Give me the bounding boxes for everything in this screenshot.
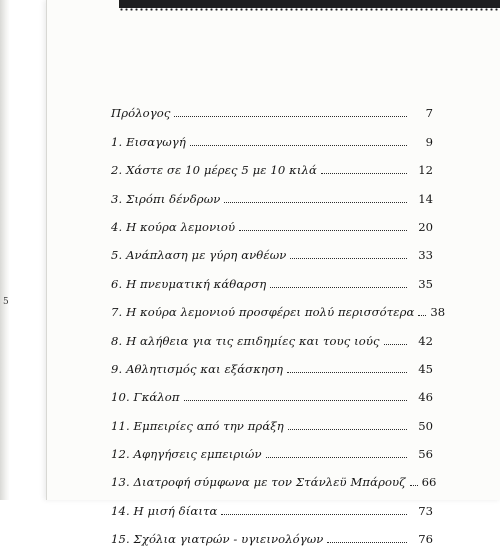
toc-title-text: Σιρόπι δένδρων [126, 191, 221, 206]
toc-leader-dots [174, 116, 407, 117]
toc-title-text: Ανάπλαση με γύρη ανθέων [126, 248, 287, 263]
toc-number: 6. [111, 276, 123, 291]
toc-title-text: Εισαγωγή [126, 134, 186, 149]
toc-number: 9. [111, 361, 123, 376]
toc-title-text: Η κούρα λεμονιού [126, 219, 236, 234]
toc-leader-dots [270, 287, 407, 288]
toc-page-number: 7 [425, 106, 433, 121]
toc-page-number: 12 [418, 163, 433, 178]
toc-title [111, 390, 180, 404]
toc-page-number: 50 [418, 418, 433, 433]
toc-title [111, 305, 414, 319]
toc-title-text: Γκάλοπ [133, 390, 180, 405]
toc-number: 5. [111, 248, 123, 263]
toc-page-number: 33 [418, 248, 433, 263]
top-decorative-band [119, 0, 500, 8]
toc-leader-dots [287, 372, 407, 373]
toc-number: 12. [111, 447, 130, 462]
toc-row [111, 410, 433, 438]
toc-leader-dots [418, 315, 426, 316]
toc-row [111, 126, 433, 154]
toc-title [111, 504, 217, 518]
toc-title-text: Η μισή δίαιτα [133, 503, 218, 518]
toc-row [111, 354, 433, 382]
toc-title [111, 220, 235, 234]
toc-row [111, 325, 433, 353]
toc-row [111, 467, 437, 495]
toc-title-text: Η πνευματική κάθαρση [126, 276, 267, 291]
toc-leader-dots [290, 258, 407, 259]
toc-row [111, 98, 433, 126]
toc-page-number: 42 [418, 333, 433, 348]
toc-title-text: Η αλήθεια για τις επιδημίες και τους ιούς [126, 333, 380, 348]
toc-row [111, 439, 433, 467]
toc-title-text: Η κούρα λεμονιού προσφέρει πολύ περισσότερα [126, 305, 415, 320]
toc-title [111, 447, 262, 461]
toc-title [111, 192, 220, 206]
toc-leader-dots [327, 542, 407, 543]
toc-number: 8. [111, 333, 123, 348]
toc-page-number: 38 [430, 305, 446, 320]
toc-number: 11. [111, 418, 130, 433]
toc-title [111, 135, 186, 149]
toc-title-text: Εμπειρίες από την πράξη [133, 418, 284, 433]
toc-number: 13. [111, 475, 130, 490]
toc-page-number: 9 [425, 134, 433, 149]
toc-title [111, 277, 266, 291]
toc-leader-dots [321, 173, 407, 174]
toc-leader-dots [190, 145, 407, 146]
toc-row [111, 297, 446, 325]
toc-number: 7. [111, 305, 123, 320]
toc-title-text: Διατροφή σύμφωνα με τον Στάνλεϋ Μπάρουζ [133, 475, 406, 490]
toc-page-number: 66 [421, 475, 437, 490]
scan-edge [0, 0, 10, 500]
toc-number: 14. [111, 503, 130, 518]
toc-row [111, 382, 433, 410]
toc-number: 3. [111, 191, 123, 206]
toc-page-number: 56 [418, 447, 433, 462]
toc-page-number: 46 [418, 390, 433, 405]
toc-page-number: 45 [418, 361, 433, 376]
toc-title [111, 248, 286, 262]
toc-title [111, 106, 170, 120]
toc-row [111, 155, 433, 183]
toc-page-number: 35 [418, 276, 433, 291]
table-of-contents [111, 98, 446, 552]
toc-page-number: 20 [418, 219, 433, 234]
toc-number: 10. [111, 390, 130, 405]
toc-row [111, 183, 433, 211]
toc-leader-dots [384, 344, 407, 345]
toc-title-text: Πρόλογος [111, 106, 171, 121]
toc-leader-dots [288, 429, 407, 430]
toc-leader-dots [184, 400, 407, 401]
toc-title [111, 362, 283, 376]
toc-row [111, 524, 433, 552]
toc-title-text: Σχόλια γιατρών - υγιεινολόγων [133, 532, 324, 547]
toc-title-text: Χάστε σε 10 μέρες 5 με 10 κιλά [126, 163, 317, 178]
toc-leader-dots [410, 485, 418, 486]
toc-page-number: 73 [418, 503, 433, 518]
toc-row [111, 212, 433, 240]
margin-mark: 5 [3, 297, 9, 307]
toc-row [111, 240, 433, 268]
toc-leader-dots [239, 230, 407, 231]
toc-title [111, 163, 317, 177]
toc-number: 1. [111, 134, 123, 149]
toc-title-text: Αφηγήσεις εμπειριών [133, 447, 262, 462]
toc-title [111, 419, 284, 433]
toc-leader-dots [266, 457, 407, 458]
toc-row [111, 268, 433, 296]
toc-page-number: 14 [418, 191, 433, 206]
toc-title [111, 334, 380, 348]
toc-number: 15. [111, 532, 130, 547]
toc-title [111, 475, 406, 489]
toc-page-number: 76 [418, 532, 433, 547]
toc-title [111, 532, 323, 546]
toc-leader-dots [221, 514, 407, 515]
toc-number: 4. [111, 219, 123, 234]
toc-leader-dots [224, 202, 407, 203]
toc-number: 2. [111, 163, 123, 178]
toc-title-text: Αθλητισμός και εξάσκηση [126, 361, 283, 376]
